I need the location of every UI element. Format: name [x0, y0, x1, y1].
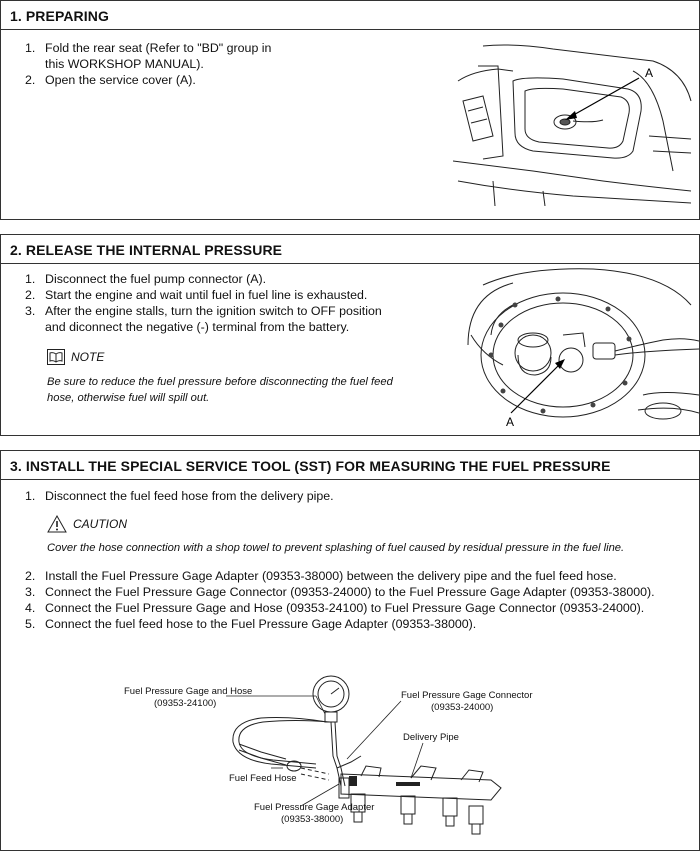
step-list [25, 40, 325, 88]
section-title: 1. PREPARING [1, 1, 699, 30]
callout-a: A [506, 415, 515, 429]
note-header [47, 349, 437, 365]
note-text: Be sure to reduce the fuel pressure before disconnecting the fuel feed hose, otherwise fuel will spill out. [47, 376, 393, 404]
list-item: this WORKSHOP MANUAL). [45, 57, 204, 71]
label-gage-hose-part: (09353-24100) [154, 698, 217, 709]
caution-text: Cover the hose connection with a shop towel to prevent splashing of fuel caused by residual pressure in the fuel line. [47, 542, 625, 554]
step-list [25, 568, 695, 632]
caution-box [47, 515, 687, 556]
label-feed-hose: Fuel Feed Hose [229, 773, 297, 784]
caution-header [47, 515, 687, 533]
note-box [47, 349, 437, 406]
list-item: 3. After the engine stalls, turn the ignition switch to OFF position [25, 304, 382, 318]
label-delivery-pipe: Delivery Pipe [403, 732, 459, 743]
sst-installation-diagram [111, 656, 551, 836]
warning-icon [47, 515, 67, 533]
label-gage-hose: Fuel Pressure Gage and Hose [124, 686, 253, 697]
list-item: 1. Disconnect the fuel feed hose from the delivery pipe. [25, 489, 334, 503]
list-item: 4. Connect the Fuel Pressure Gage and Hose (09353-24100) to Fuel Pressure Gage Connector (09353-24000). [25, 601, 645, 615]
caution-label: CAUTION [73, 517, 127, 531]
step-list [25, 488, 685, 504]
section-release-pressure [0, 234, 700, 436]
label-connector: Fuel Pressure Gage Connector [401, 690, 533, 701]
note-label: NOTE [71, 350, 105, 364]
service-cover-illustration [453, 41, 693, 206]
step-list [25, 271, 445, 335]
fuel-pump-illustration [463, 265, 699, 435]
list-item: 3. Connect the Fuel Pressure Gage Connector (09353-24000) to the Fuel Pressure Gage Adapter (09353-38000). [25, 585, 655, 599]
list-item: 2. Open the service cover (A). [25, 73, 196, 87]
list-item: and diconnect the negative (-) terminal from the battery. [45, 320, 350, 334]
section-preparing [0, 0, 700, 220]
book-icon [47, 349, 65, 365]
list-item: 5. Connect the fuel feed hose to the Fuel Pressure Gage Adapter (09353-38000). [25, 617, 477, 631]
list-item: 1. Disconnect the fuel pump connector (A). [25, 272, 267, 286]
list-item: 1. Fold the rear seat (Refer to "BD" group in [25, 41, 272, 55]
list-item: 2. Start the engine and wait until fuel in fuel line is exhausted. [25, 288, 368, 302]
list-item: 2. Install the Fuel Pressure Gage Adapter (09353-38000) between the delivery pipe and the fuel feed hose. [25, 569, 617, 583]
section-title: 2. RELEASE THE INTERNAL PRESSURE [1, 235, 699, 264]
section-install-sst [0, 450, 700, 851]
callout-a: A [645, 66, 654, 80]
label-adapter-part: (09353-38000) [281, 814, 344, 825]
label-adapter: Fuel Pressure Gage Adapter [254, 802, 375, 813]
label-connector-part: (09353-24000) [431, 702, 494, 713]
section-title: 3. INSTALL THE SPECIAL SERVICE TOOL (SST) FOR MEASURING THE FUEL PRESSURE [1, 451, 699, 480]
